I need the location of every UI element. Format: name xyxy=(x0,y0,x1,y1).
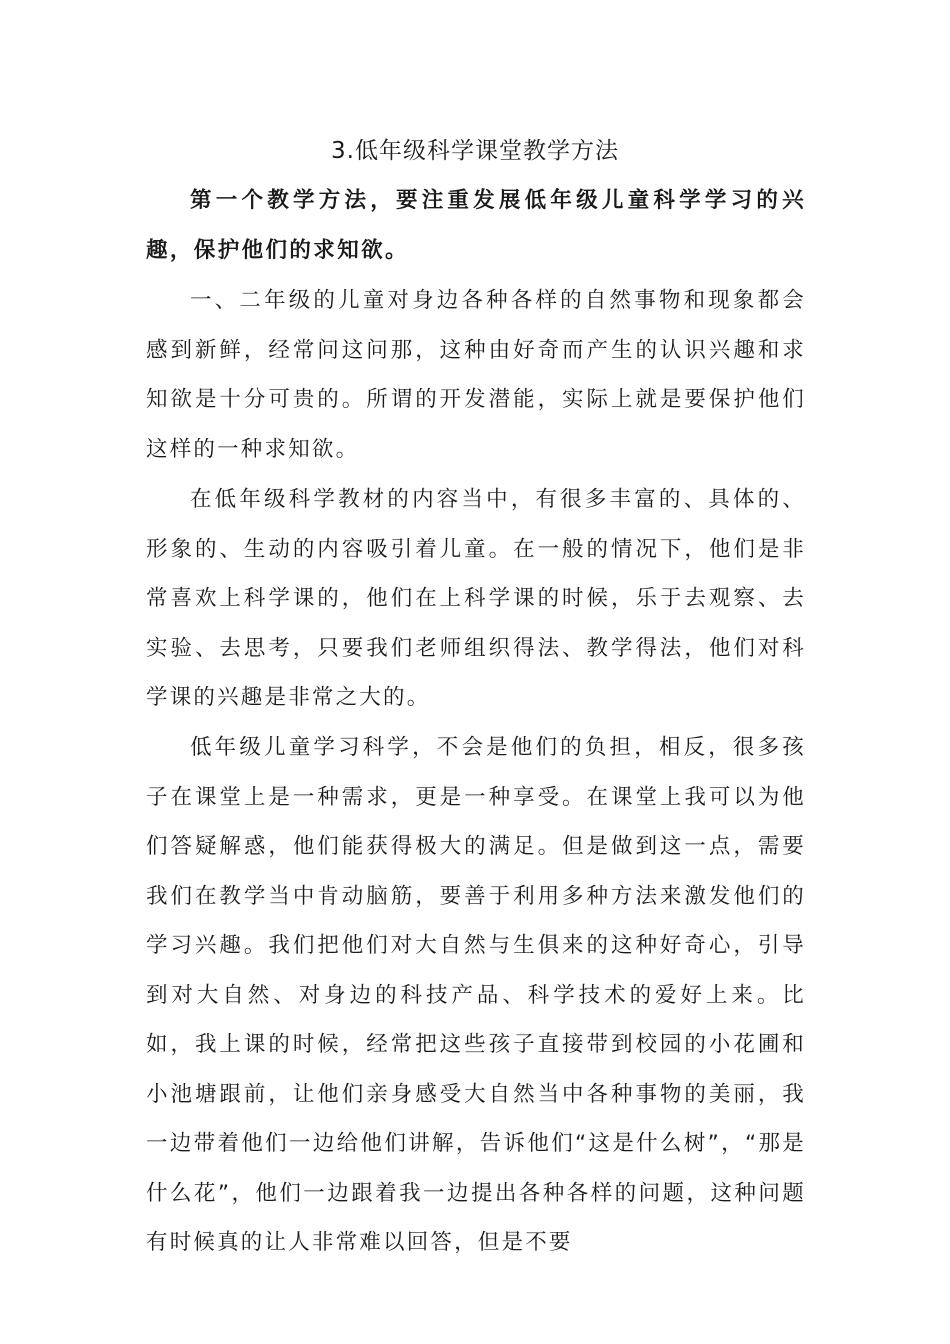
body-paragraph-3: 低年级儿童学习科学，不会是他们的负担，相反，很多孩子在课堂上是一种需求，更是一种享受。在课堂上我可以为他们答疑解惑，他们能获得极大的满足。但是做到这一点，需要我们在教学当中肯动脑筋，要善于利用多种方法来激发他们的学习兴趣。我们把他们对大自然与生俱来的这种好奇心，引导到对大自然、对身边的科技产品、科学技术的爱好上来。比如，我上课的时候，经常把这些孩子直接带到校园的小花圃和小池塘跟前，让他们亲身感受大自然当中各种事物的美丽，我一边带着他们一边给他们讲解，告诉他们“这是什么树”，“那是什么花”，他们一边跟着我一边提出各种各样的问题，这种问题有时候真的让人非常难以回答，但是不要 xyxy=(146,735,806,1255)
body-paragraph-1: 一、二年级的儿童对身边各种各样的自然事物和现象都会感到新鲜，经常问这问那，这种由好奇而产生的认识兴趣和求知欲是十分可贵的。所谓的开发潜能，实际上就是要保护他们这样的一种求知欲。 xyxy=(146,288,806,462)
body-paragraph-2: 在低年级科学教材的内容当中，有很多丰富的、具体的、形象的、生动的内容吸引着儿童。在一般的情况下，他们是非常喜欢上科学课的，他们在上科学课的时候，乐于去观察、去实验、去思考，只要我们老师组织得法、教学得法，他们对科学课的兴趣是非常之大的。 xyxy=(146,487,806,710)
document-title: 3.低年级科学课堂教学方法 xyxy=(331,138,619,164)
section-heading: 第一个教学方法，要注重发展低年级儿童科学学习的兴趣，保护他们的求知欲。 xyxy=(146,188,806,263)
